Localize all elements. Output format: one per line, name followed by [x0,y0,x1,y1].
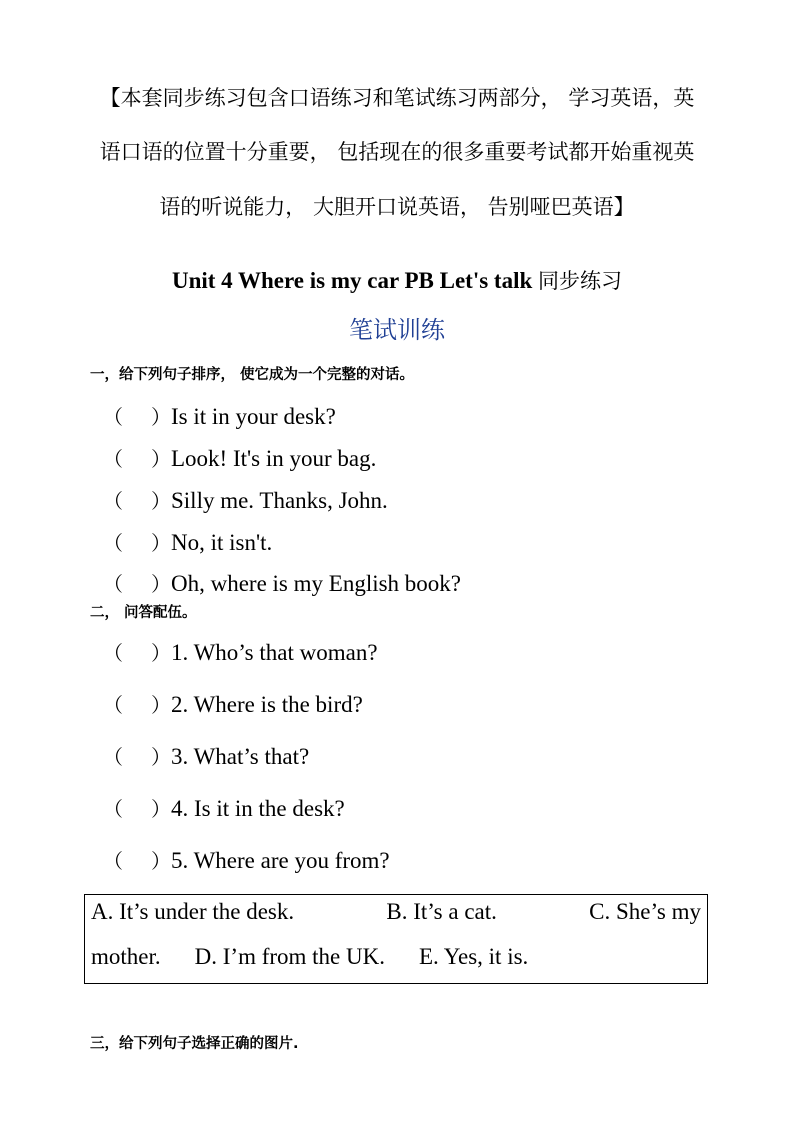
answer-options-box [84,894,708,984]
section-2-item [103,794,345,824]
option-e: E. Yes, it is. [419,944,529,969]
section-1-item [103,486,388,516]
sentence-text: Is it in your desk? [171,404,336,429]
section-2-item [103,638,378,668]
question-text: 2. Where is the bird? [171,692,363,717]
document-subtitle: 笔试训练 [349,316,445,344]
section-2-item [103,742,309,772]
intro-line-1: 【本套同步练习包含口语练习和笔试练习两部分， 学习英语，英 [99,86,695,110]
section-1-heading: 一，给下列句子排序， 使它成为一个完整的对话。 [90,367,415,383]
answer-blank[interactable]: （ ） [103,572,171,596]
answer-blank[interactable]: （ ） [103,641,171,665]
section-1-item [103,444,376,474]
answer-blank[interactable]: （ ） [103,693,171,717]
answer-blank[interactable]: （ ） [103,849,171,873]
answer-blank[interactable]: （ ） [103,797,171,821]
intro-line-3: 语的听说能力， 大胆开口说英语， 告别哑巴英语】 [159,195,635,219]
document-title-english: Unit 4 Where is my car PB Let's talk [171,268,539,293]
answer-blank[interactable]: （ ） [103,405,171,429]
options-line-1 [91,897,701,927]
sentence-text: Silly me. Thanks, John. [171,488,388,513]
question-text: 1. Who’s that woman? [171,640,378,665]
sentence-text: Oh, where is my English book? [171,571,462,596]
section-1-item [103,402,336,432]
document-title [0,266,794,296]
section-2-item [103,846,390,876]
sentence-text: No, it isn't. [171,530,273,555]
section-2-item [103,690,363,720]
intro-line-2: 语口语的位置十分重要， 包括现在的很多重要考试都开始重视英 [99,140,695,164]
sentence-text: Look! It's in your bag. [171,446,377,471]
question-text: 4. Is it in the desk? [171,796,345,821]
section-3-heading: 三，给下列句子选择正确的图片. [90,1036,299,1052]
option-b: B. It’s a cat. [386,899,497,924]
answer-blank[interactable]: （ ） [103,447,171,471]
answer-blank[interactable]: （ ） [103,745,171,769]
question-text: 3. What’s that? [171,744,310,769]
section-2-heading: 二， 问答配伍。 [90,605,197,621]
option-d: D. I’m from the UK. [194,944,385,969]
document-title-chinese: 同步练习 [538,269,623,293]
options-line-2 [91,942,701,972]
option-a: A. It’s under the desk. [91,899,295,924]
option-c: C. She’s my [589,899,701,924]
section-1-item [103,528,272,558]
question-text: 5. Where are you from? [171,848,390,873]
option-c-continued: mother. [91,944,161,969]
section-1-item [103,569,461,599]
answer-blank[interactable]: （ ） [103,489,171,513]
answer-blank[interactable]: （ ） [103,531,171,555]
